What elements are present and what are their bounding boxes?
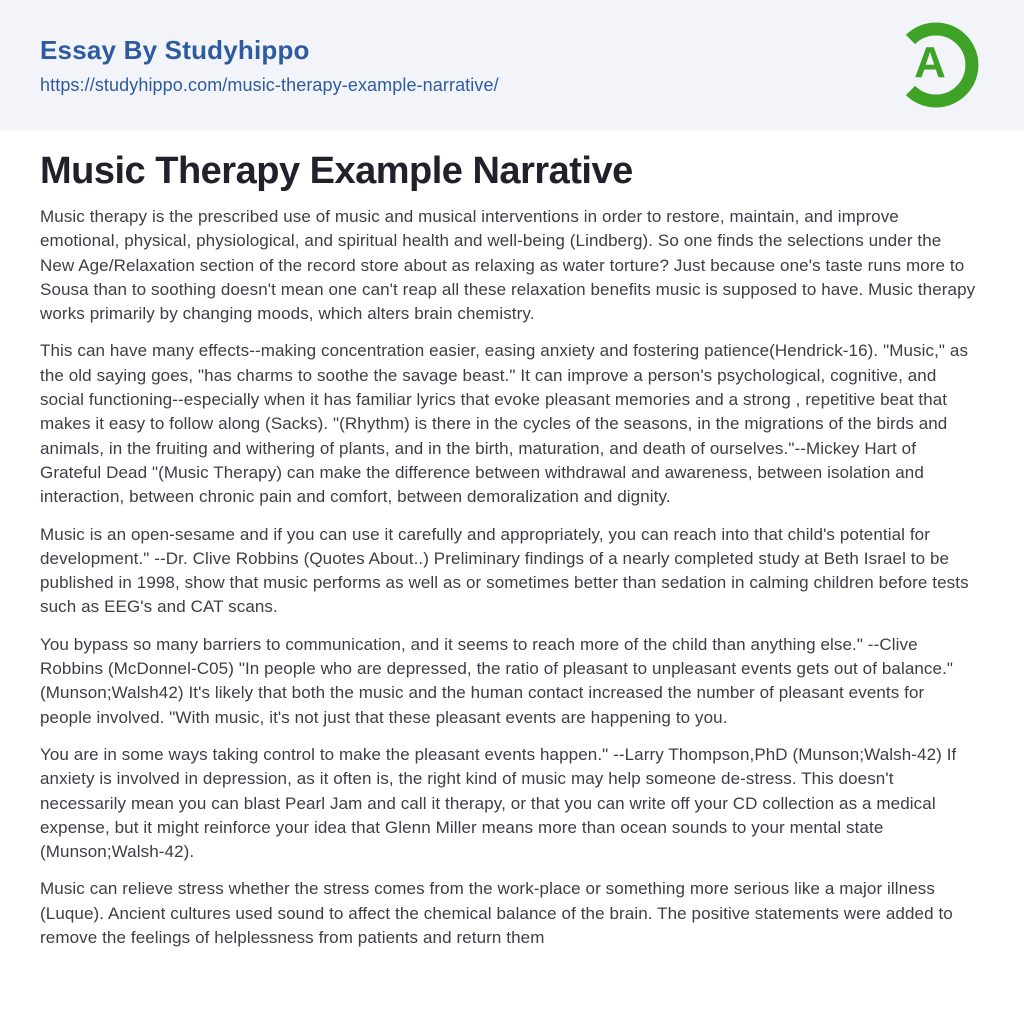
site-title: Essay By Studyhippo xyxy=(40,34,310,65)
essay-paragraph-4: You bypass so many barriers to communication, and it seems to reach more of the child than anything else." --Clive Robbins (McDonnel-C05) "In people who are depressed, the ratio of pleasant to unpleasant events gets out of balance." (Munson;Walsh42) It's likely that both the music and the human contact increased the number of pleasant events for people involved. "With music, it's not just that these pleasant events are happening to you. xyxy=(40,634,954,727)
source-url-link[interactable]: https://studyhippo.com/music-therapy-example-narrative/ xyxy=(40,74,499,95)
header-text-block xyxy=(40,35,499,96)
essay-paragraph-3: Music is an open-sesame and if you can use it carefully and appropriately, you can reach into that child's potential for development." --Dr. Clive Robbins (Quotes About..) Preliminary findings of a nearly completed study at Beth Israel to be published in 1998, show that music performs as well as or sometimes better than sedation in calming children before tests such as EEG's and CAT scans. xyxy=(40,524,969,617)
essay-content xyxy=(0,130,1024,950)
logo-letter: A xyxy=(914,38,946,87)
studyhippo-logo xyxy=(888,17,984,113)
essay-paragraph-6: Music can relieve stress whether the stress comes from the work-place or something more serious like a major illness (Luque). Ancient cultures used sound to affect the chemical balance of the brain. The positive statements were added to remove the feelings of helplessness from patients and return them xyxy=(40,879,953,948)
essay-paragraph-1: Music therapy is the prescribed use of music and musical interventions in order to restore, maintain, and improve emotional, physical, physiological, and spiritual health and well-being (Lindberg). So one finds the selections under the New Age/Relaxation section of the record store about as relaxing as water torture? Just because one's taste runs more to Sousa than to soothing doesn't mean one can't reap all these relaxation benefits music is supposed to have. Music therapy works primarily by changing moods, which alters brain chemistry. xyxy=(40,207,976,324)
essay-paragraph-2: This can have many effects--making concentration easier, easing anxiety and fostering patience(Hendrick-16). "Music," as the old saying goes, "has charms to soothe the savage beast." It can improve a person's psychological, cognitive, and social functioning--especially when it has familiar lyrics that evoke pleasant memories and a strong , repetitive beat that makes it easy to follow along (Sacks). "(Rhythm) is there in the cycles of the seasons, in the migrations of the birds and animals, in the fruiting and withering of plants, and in the birth, maturation, and death of ourselves."--Mickey Hart of Grateful Dead "(Music Therapy) can make the difference between withdrawal and awareness, between isolation and interaction, between chronic pain and comfort, between demoralization and dignity. xyxy=(40,341,969,507)
page-header xyxy=(0,0,1024,130)
essay-paragraph-5: You are in some ways taking control to make the pleasant events happen." --Larry Thompson,PhD (Munson;Walsh-42) If anxiety is involved in depression, as it often is, the right kind of music may help someone de-stress. This doesn't necessarily mean you can blast Pearl Jam and call it therapy, or that you can write off your CD collection as a medical expense, but it might reinforce your idea that Glenn Miller means more than ocean sounds to your mental state (Munson;Walsh-42). xyxy=(40,744,957,862)
essay-title: Music Therapy Example Narrative xyxy=(40,150,633,192)
